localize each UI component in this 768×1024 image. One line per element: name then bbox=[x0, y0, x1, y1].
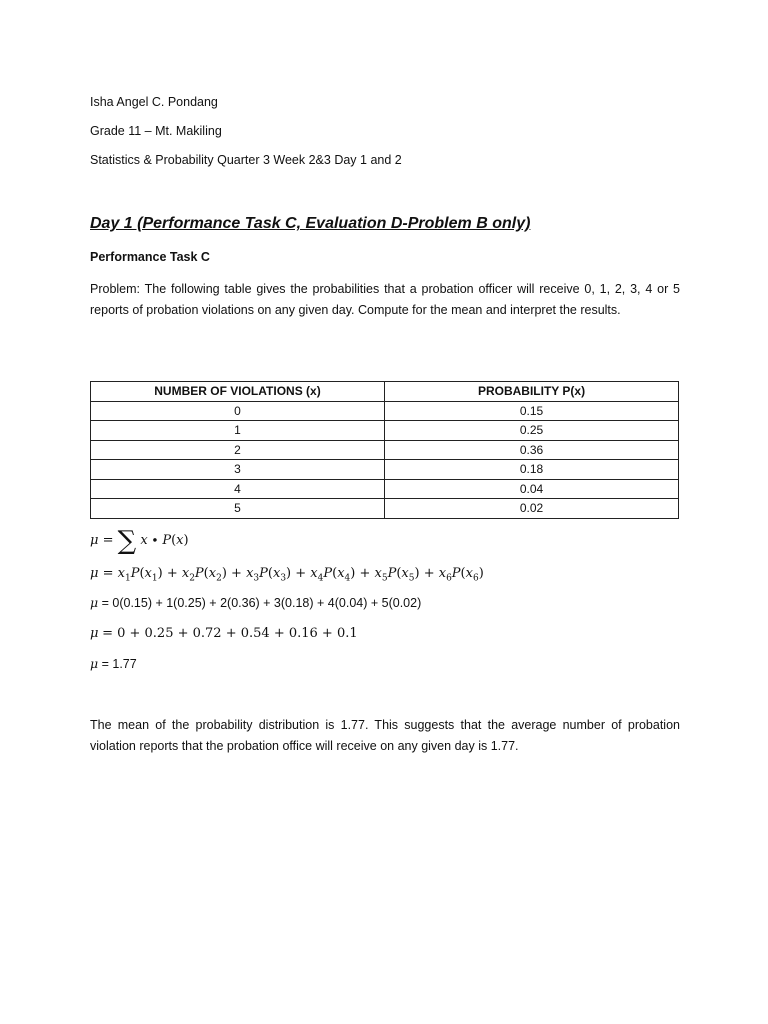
table-row bbox=[91, 440, 679, 460]
cell-px: 0.36 bbox=[385, 440, 679, 460]
products-values: = 0 + 0.25 + 0.72 + 0.54 + 0.16 + 0.1 bbox=[102, 626, 358, 641]
expanded-formula: $\mu = x_1P(x_1) + x_2P(x_2) + x_3P(x_3) + x_4P(x_4) + x_5P(x_5) + x_6P(x_6)$ bbox=[90, 566, 484, 584]
cell-x: 3 bbox=[91, 460, 385, 480]
table-row bbox=[91, 479, 679, 499]
column-header-violations: NUMBER OF VIOLATIONS (x) bbox=[91, 382, 385, 402]
table-row bbox=[91, 421, 679, 441]
cell-px: 0.04 bbox=[385, 479, 679, 499]
interpretation-paragraph: The mean of the probability distribution is 1.77. This suggests that the average number of probation violation reports that the probation office will receive on any given day is 1.77. bbox=[90, 718, 680, 753]
table-row bbox=[91, 499, 679, 519]
table-row bbox=[91, 401, 679, 421]
substituted-formula: μ = 0(0.15) + 1(0.25) + 2(0.36) + 3(0.18) + 4(0.04) + 5(0.02) bbox=[90, 595, 422, 610]
cell-px: 0.25 bbox=[385, 421, 679, 441]
products-sum: μ = 0 + 0.25 + 0.72 + 0.54 + 0.16 + 0.1 bbox=[90, 626, 358, 641]
cell-px: 0.15 bbox=[385, 401, 679, 421]
task-title: Performance Task C bbox=[90, 250, 210, 264]
subject-line: Statistics & Probability Quarter 3 Week 2&3 Day 1 and 2 bbox=[90, 153, 402, 167]
mean-formula: μ = ∑ x ∙ P(x) bbox=[90, 526, 189, 556]
student-name: Isha Angel C. Pondang bbox=[90, 95, 218, 109]
cell-px: 0.02 bbox=[385, 499, 679, 519]
substituted-values: = 0(0.15) + 1(0.25) + 2(0.36) + 3(0.18) + 4(0.04) + 5(0.02) bbox=[101, 596, 422, 610]
column-header-probability: PROBABILITY P(x) bbox=[385, 382, 679, 402]
problem-paragraph: Problem: The following table gives the probabilities that a probation officer will receive 0, 1, 2, 3, 4 or 5 reports of probation violations on any given day. Compute for the mean and interpret the results. bbox=[90, 282, 680, 317]
grade-section: Grade 11 – Mt. Makiling bbox=[90, 124, 222, 138]
table-row bbox=[91, 460, 679, 480]
table-header-row bbox=[91, 382, 679, 402]
cell-x: 1 bbox=[91, 421, 385, 441]
cell-px: 0.18 bbox=[385, 460, 679, 480]
mean-value: = 1.77 bbox=[101, 657, 137, 671]
cell-x: 4 bbox=[91, 479, 385, 499]
cell-x: 5 bbox=[91, 499, 385, 519]
mean-result: μ = 1.77 bbox=[90, 656, 137, 671]
day1-heading: Day 1 (Performance Task C, Evaluation D-Problem B only) bbox=[90, 215, 531, 232]
cell-x: 0 bbox=[91, 401, 385, 421]
probability-table bbox=[90, 381, 679, 519]
cell-x: 2 bbox=[91, 440, 385, 460]
